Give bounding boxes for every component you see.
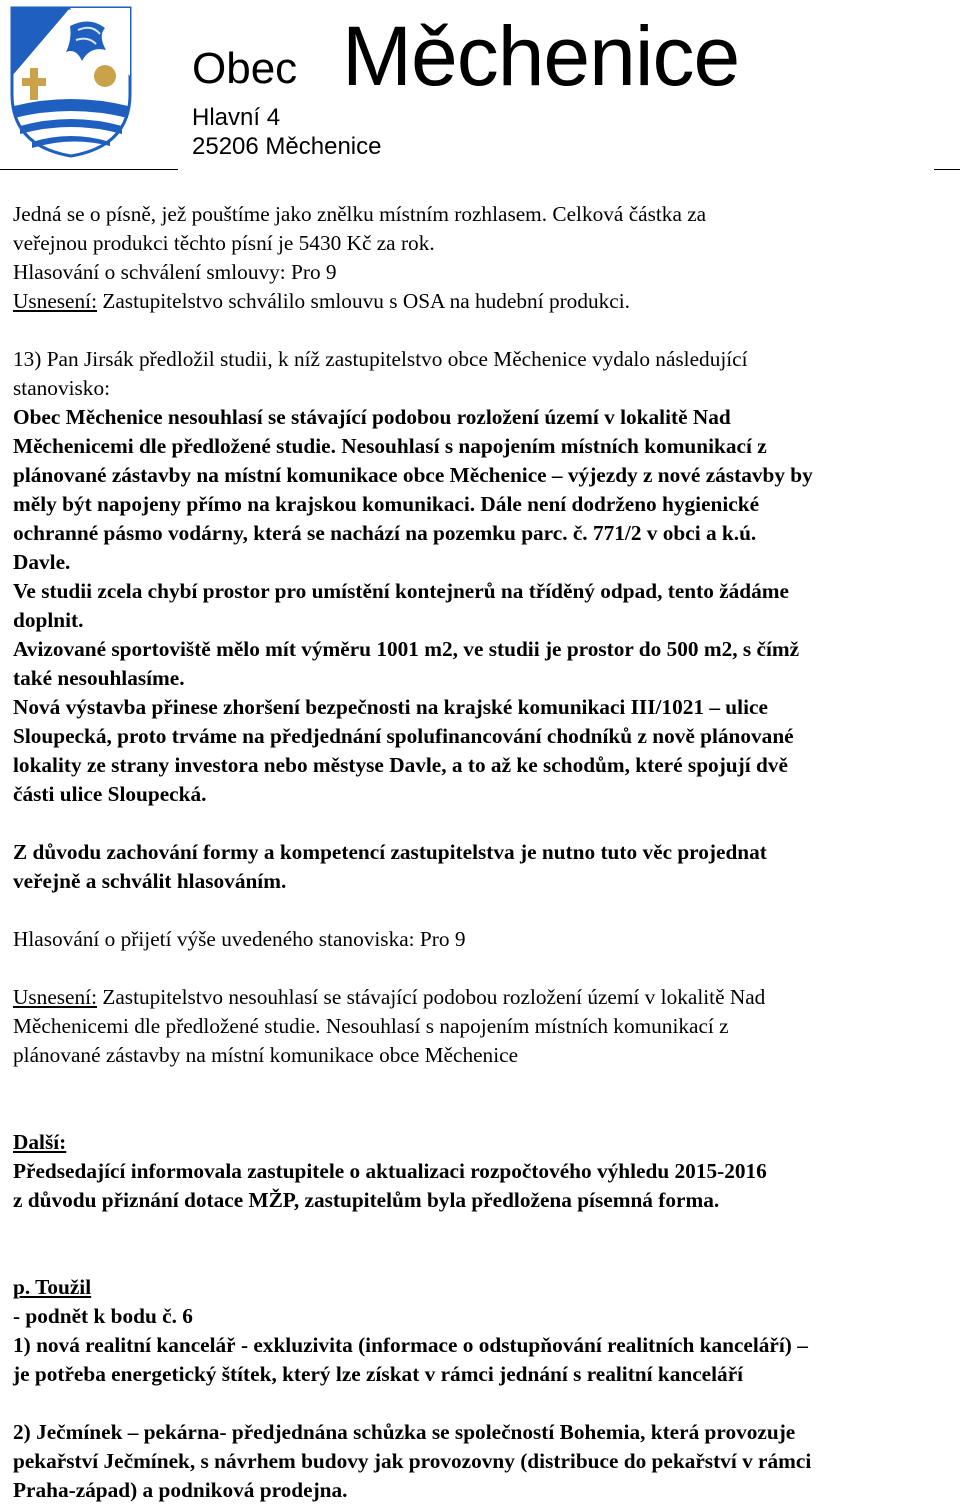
text-line: pekařství Ječmínek, s návrhem budovy jak provozovny (distribuce do pekařství v rámci — [13, 1449, 812, 1473]
text-line: Měchenicemi dle předložené studie. Nesouhlasí s napojením místních komunikací z — [13, 434, 767, 458]
text-line: Z důvodu zachování formy a kompetencí zastupitelstva je nutno tuto věc projednat — [13, 840, 767, 864]
resolution-text: Zastupitelstvo nesouhlasí se stávající podobou rozložení území v lokalitě Nad — [97, 985, 766, 1009]
text-line: Předsedající informovala zastupitele o aktualizaci rozpočtového výhledu 2015-2016 — [13, 1159, 767, 1183]
section-heading-touzil: p. Toužil — [13, 1275, 92, 1299]
text-line: veřejnou produkci těchto písní je 5430 Kč za rok. — [13, 231, 435, 255]
text-line: Hlasování o schválení smlouvy: Pro 9 — [13, 260, 337, 284]
town-name: Měchenice — [342, 9, 740, 103]
address-street: Hlavní 4 — [192, 104, 281, 131]
text-line: plánované zástavby na místní komunikace obce Měchenice — [13, 1043, 519, 1067]
text-line: Ve studii zcela chybí prostor pro umístění kontejnerů na tříděný odpad, tento žádáme — [13, 579, 789, 603]
text-line: z důvodu přiznání dotace MŽP, zastupitelům byla předložena písemná forma. — [13, 1188, 720, 1212]
municipality-word: Obec — [192, 44, 298, 93]
item-13-heading — [13, 345, 958, 403]
text-line: Avizované sportoviště mělo mít výměru 1001 m2, ve studii je prostor do 500 m2, s čímž — [13, 637, 800, 661]
text-line: - podnět k bodu č. 6 — [13, 1304, 193, 1328]
osa-paragraph — [13, 200, 958, 316]
text-line: Davle. — [13, 550, 71, 574]
text-line: měly být napojeny přímo na krajskou komunikaci. Dále není dodrženo hygienické — [13, 492, 760, 516]
text-line: 13) Pan Jirsák předložil studii, k níž zastupitelstvo obce Měchenice vydalo následující — [13, 347, 748, 371]
text-line: Sloupecká, proto trváme na předjednání spolufinancování chodníků z nově plánované — [13, 724, 794, 748]
header-rule-right — [934, 169, 960, 170]
other-section — [13, 1128, 958, 1215]
header-rule-left — [0, 169, 178, 170]
text-line: veřejně a schválit hlasováním. — [13, 869, 287, 893]
text-line: Praha-západ) a podniková prodejna. — [13, 1478, 348, 1502]
statement-paragraph — [13, 403, 958, 896]
section-heading-other: Další: — [13, 1130, 67, 1154]
coat-of-arms-icon — [10, 6, 132, 158]
text-line: části ulice Sloupecká. — [13, 782, 207, 806]
text-line: ochranné pásmo vodárny, která se nachází na pozemku parc. č. 771/2 v obci a k.ú. — [13, 521, 757, 545]
text-line: Nová výstavba přinese zhoršení bezpečnosti na krajské komunikaci III/1021 – ulice — [13, 695, 768, 719]
vote-line: Hlasování o přijetí výše uvedeného stanoviska: Pro 9 — [13, 927, 466, 951]
text-line: 1) nová realitní kancelář - exkluzivita (informace o odstupňování realitních kanceláří) – — [13, 1333, 808, 1357]
text-line: lokality ze strany investora nebo městyse Davle, a to až ke schodům, které spojují dvě — [13, 753, 788, 777]
minutes-text — [13, 200, 958, 1505]
resolution-paragraph — [13, 983, 958, 1070]
address-postal: 25206 Měchenice — [192, 133, 382, 160]
resolution-text: Zastupitelstvo schválilo smlouvu s OSA na hudební produkci. — [97, 289, 630, 313]
resolution-label: Usnesení: — [13, 289, 97, 313]
text-line: 2) Ječmínek – pekárna- předjednána schůzka se společností Bohemia, která provozuje — [13, 1420, 796, 1444]
text-line: plánované zástavby na místní komunikace obce Měchenice – výjezdy z nové zástavby by — [13, 463, 813, 487]
text-line: také nesouhlasíme. — [13, 666, 185, 690]
text-line: Měchenicemi dle předložené studie. Nesouhlasí s napojením místních komunikací z — [13, 1014, 729, 1038]
resolution-line — [13, 983, 958, 1012]
resolution-line — [13, 287, 958, 316]
resolution-label: Usnesení: — [13, 985, 97, 1009]
text-line: stanovisko: — [13, 376, 111, 400]
text-line: doplnit. — [13, 608, 84, 632]
letterhead — [0, 0, 960, 175]
text-line: Obec Měchenice nesouhlasí se stávající podobou rozložení území v lokalitě Nad — [13, 405, 731, 429]
text-line: Jedná se o písně, jež pouštíme jako znělku místním rozhlasem. Celková částka za — [13, 202, 707, 226]
text-line: je potřeba energetický štítek, který lze získat v rámci jednání s realitní kanceláří — [13, 1362, 744, 1386]
touzil-section — [13, 1273, 958, 1505]
